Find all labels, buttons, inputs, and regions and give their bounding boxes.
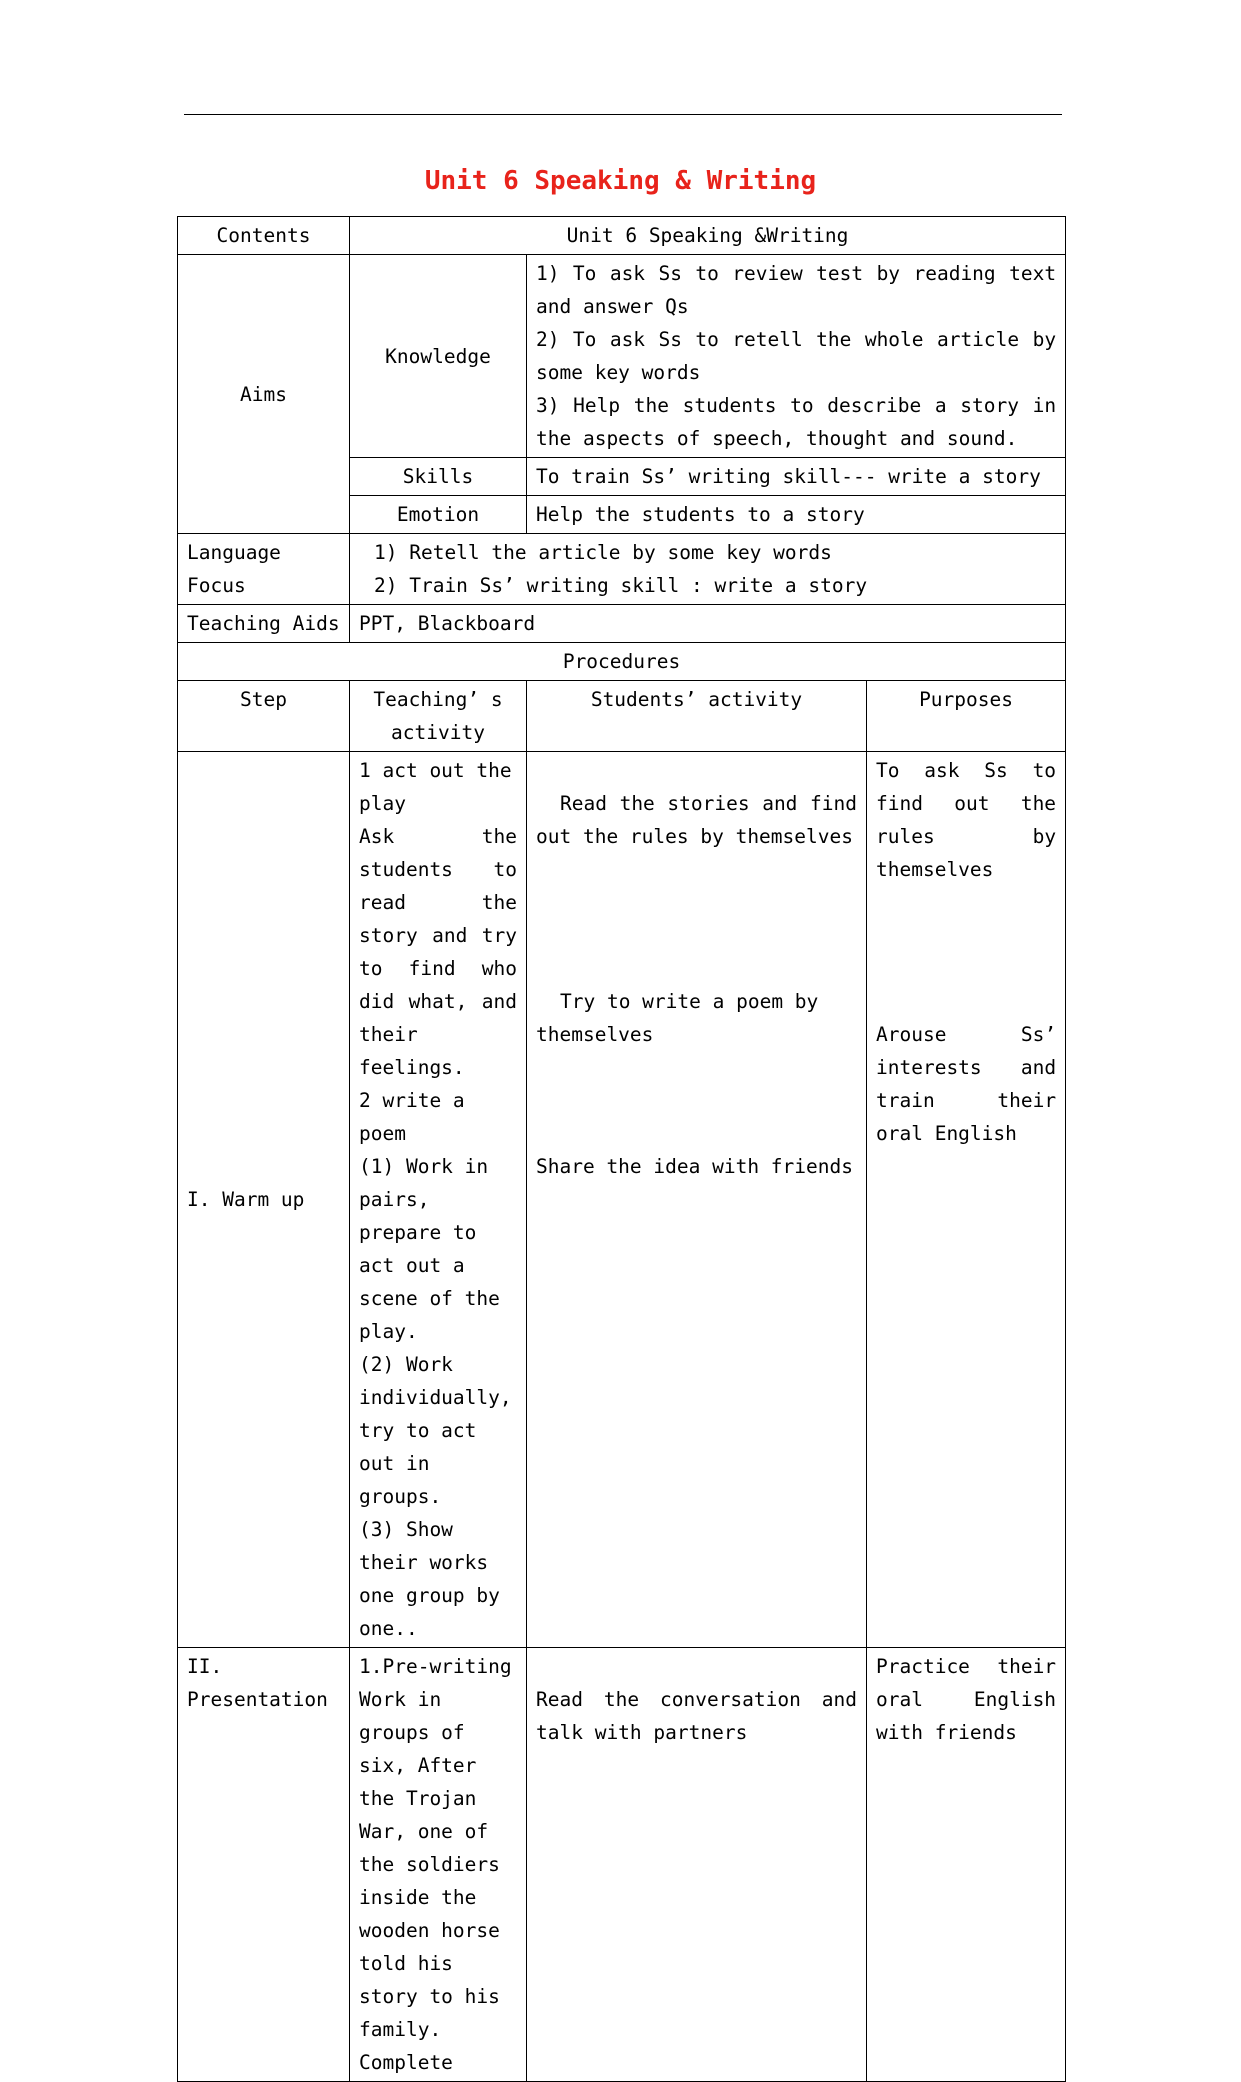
teaching-line: 2 write a poem — [359, 1089, 465, 1145]
language-focus-label: Language Focus — [178, 534, 350, 605]
contents-label: Contents — [178, 217, 350, 255]
language-focus-row — [178, 534, 1066, 605]
presentation-purposes — [867, 1648, 1066, 2082]
header-purposes: Purposes — [867, 681, 1066, 752]
teaching-aids-label: Teaching Aids — [178, 605, 350, 643]
teaching-aids-row — [178, 605, 1066, 643]
procedures-row — [178, 643, 1066, 681]
warm-up-students — [527, 752, 867, 1648]
teaching-aids-value: PPT, Blackboard — [350, 605, 1066, 643]
language-focus-item: 2) Train Ss’ writing skill : write a story — [374, 574, 868, 597]
knowledge-cell — [527, 255, 1066, 458]
header-rule — [184, 114, 1062, 115]
presentation-teaching — [350, 1648, 527, 2082]
lesson-plan-table — [177, 216, 1066, 2082]
teaching-line: (1) Work in pairs, prepare to act out a scene of the play. — [359, 1155, 500, 1343]
aims-label: Aims — [178, 255, 350, 534]
aims-knowledge-row — [178, 255, 1066, 458]
contents-value: Unit 6 Speaking &Writing — [350, 217, 1066, 255]
emotion-value: Help the students to a story — [527, 496, 1066, 534]
warm-up-row — [178, 752, 1066, 1648]
procedures-header-row — [178, 681, 1066, 752]
students-line: Share the idea with friends — [536, 1155, 853, 1178]
knowledge-label: Knowledge — [350, 255, 527, 458]
teaching-line: Ask the students to read the story and try to find who did what, and their feelings. — [359, 825, 517, 1079]
warm-up-purposes — [867, 752, 1066, 1648]
skills-label: Skills — [350, 458, 527, 496]
language-focus-cell — [350, 534, 1066, 605]
knowledge-item: 3) Help the students to describe a story in the aspects of speech, thought and sound. — [536, 394, 1057, 450]
teaching-line: 1.Pre-writing — [359, 1655, 512, 1678]
teaching-line: 1 act out the play — [359, 759, 512, 815]
teaching-line: (2) Work individually, try to act out in groups. — [359, 1353, 512, 1508]
warm-up-teaching — [350, 752, 527, 1648]
students-line: Read the stories and find out the rules by themselves — [536, 792, 857, 848]
step-warm-up: I. Warm up — [178, 752, 350, 1648]
header-teaching: Teaching’ s activity — [350, 681, 527, 752]
knowledge-item: 2) To ask Ss to retell the whole article by some key words — [536, 328, 1057, 384]
students-line: Read the conversation and talk with partners — [536, 1688, 857, 1744]
students-line: Try to write a poem by themselves — [536, 990, 819, 1046]
knowledge-item: 1) To ask Ss to review test by reading text and answer Qs — [536, 262, 1057, 318]
emotion-label: Emotion — [350, 496, 527, 534]
purposes-line: To ask Ss to find out the rules by themselves — [876, 759, 1057, 881]
presentation-row — [178, 1648, 1066, 2082]
language-focus-item: 1) Retell the article by some key words — [374, 541, 832, 564]
step-presentation: II. Presentation — [178, 1648, 350, 2082]
teaching-line: (3) Show their works one group by one.. — [359, 1518, 500, 1640]
header-step: Step — [178, 681, 350, 752]
procedures-label: Procedures — [178, 643, 1066, 681]
page-title: Unit 6 Speaking & Writing — [424, 166, 817, 196]
purposes-line: Practice their oral English with friends — [876, 1655, 1057, 1744]
teaching-line: Work in groups of six, After the Trojan War, one of the soldiers inside the wooden horse told his story to his family. Complete — [359, 1688, 500, 2074]
skills-value: To train Ss’ writing skill--- write a story — [527, 458, 1066, 496]
presentation-students — [527, 1648, 867, 2082]
header-students: Students’ activity — [527, 681, 867, 752]
contents-row — [178, 217, 1066, 255]
purposes-line: Arouse Ss’ interests and train their oral English — [876, 1023, 1057, 1145]
